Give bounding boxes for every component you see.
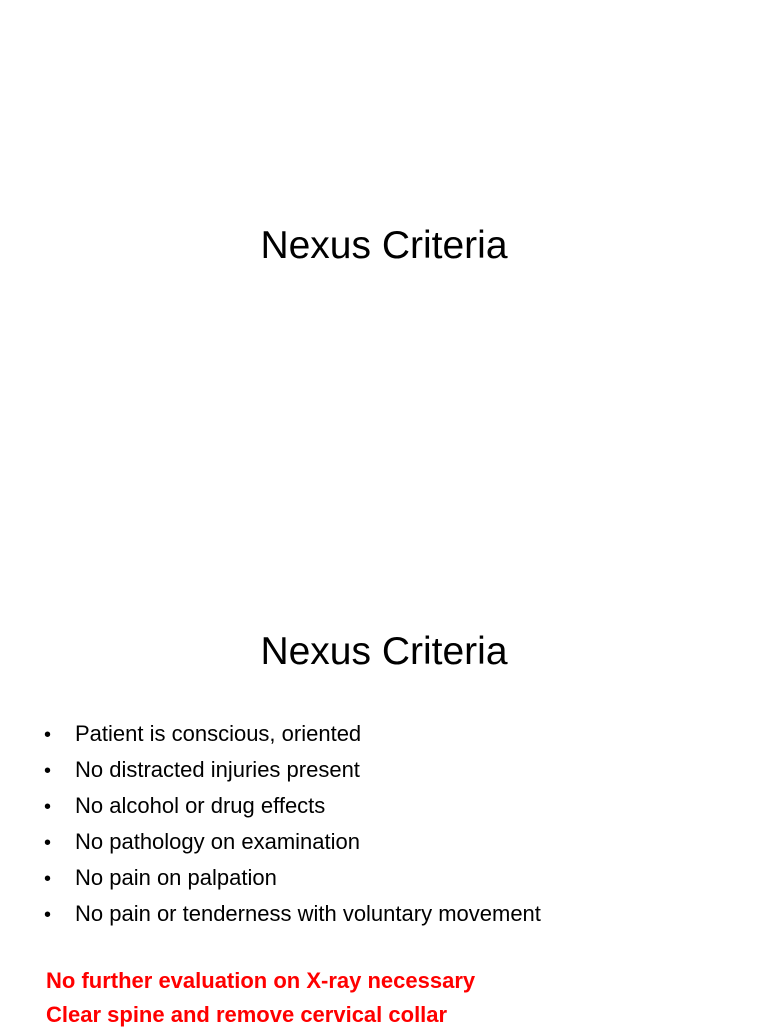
list-item-text: No pain or tenderness with voluntary movement — [75, 901, 541, 926]
bullet-icon: • — [44, 868, 52, 890]
list-item — [44, 824, 541, 860]
list-item-text: No distracted injuries present — [75, 757, 360, 782]
slide-title: Nexus Criteria — [260, 630, 508, 673]
conclusion-note: No further evaluation on X-ray necessary — [46, 968, 476, 993]
list-item-text: No alcohol or drug effects — [75, 793, 326, 818]
list-item — [44, 716, 541, 752]
bullet-icon: • — [44, 796, 52, 818]
list-item — [44, 788, 541, 824]
list-item — [44, 860, 541, 896]
content-slide — [0, 576, 768, 1027]
criteria-list — [44, 716, 541, 932]
bullet-icon: • — [44, 832, 52, 854]
list-item — [44, 896, 541, 932]
bullet-icon: • — [44, 760, 52, 782]
conclusion-notes — [46, 964, 475, 1032]
bullet-icon: • — [44, 724, 52, 746]
list-item-text: No pathology on examination — [75, 829, 360, 854]
list-item — [44, 752, 541, 788]
slide-title: Nexus Criteria — [260, 224, 508, 267]
list-item-text: No pain on palpation — [75, 865, 277, 890]
conclusion-note: Clear spine and remove cervical collar — [46, 1002, 448, 1027]
list-item-text: Patient is conscious, oriented — [75, 721, 362, 746]
bullet-icon: • — [44, 904, 52, 926]
